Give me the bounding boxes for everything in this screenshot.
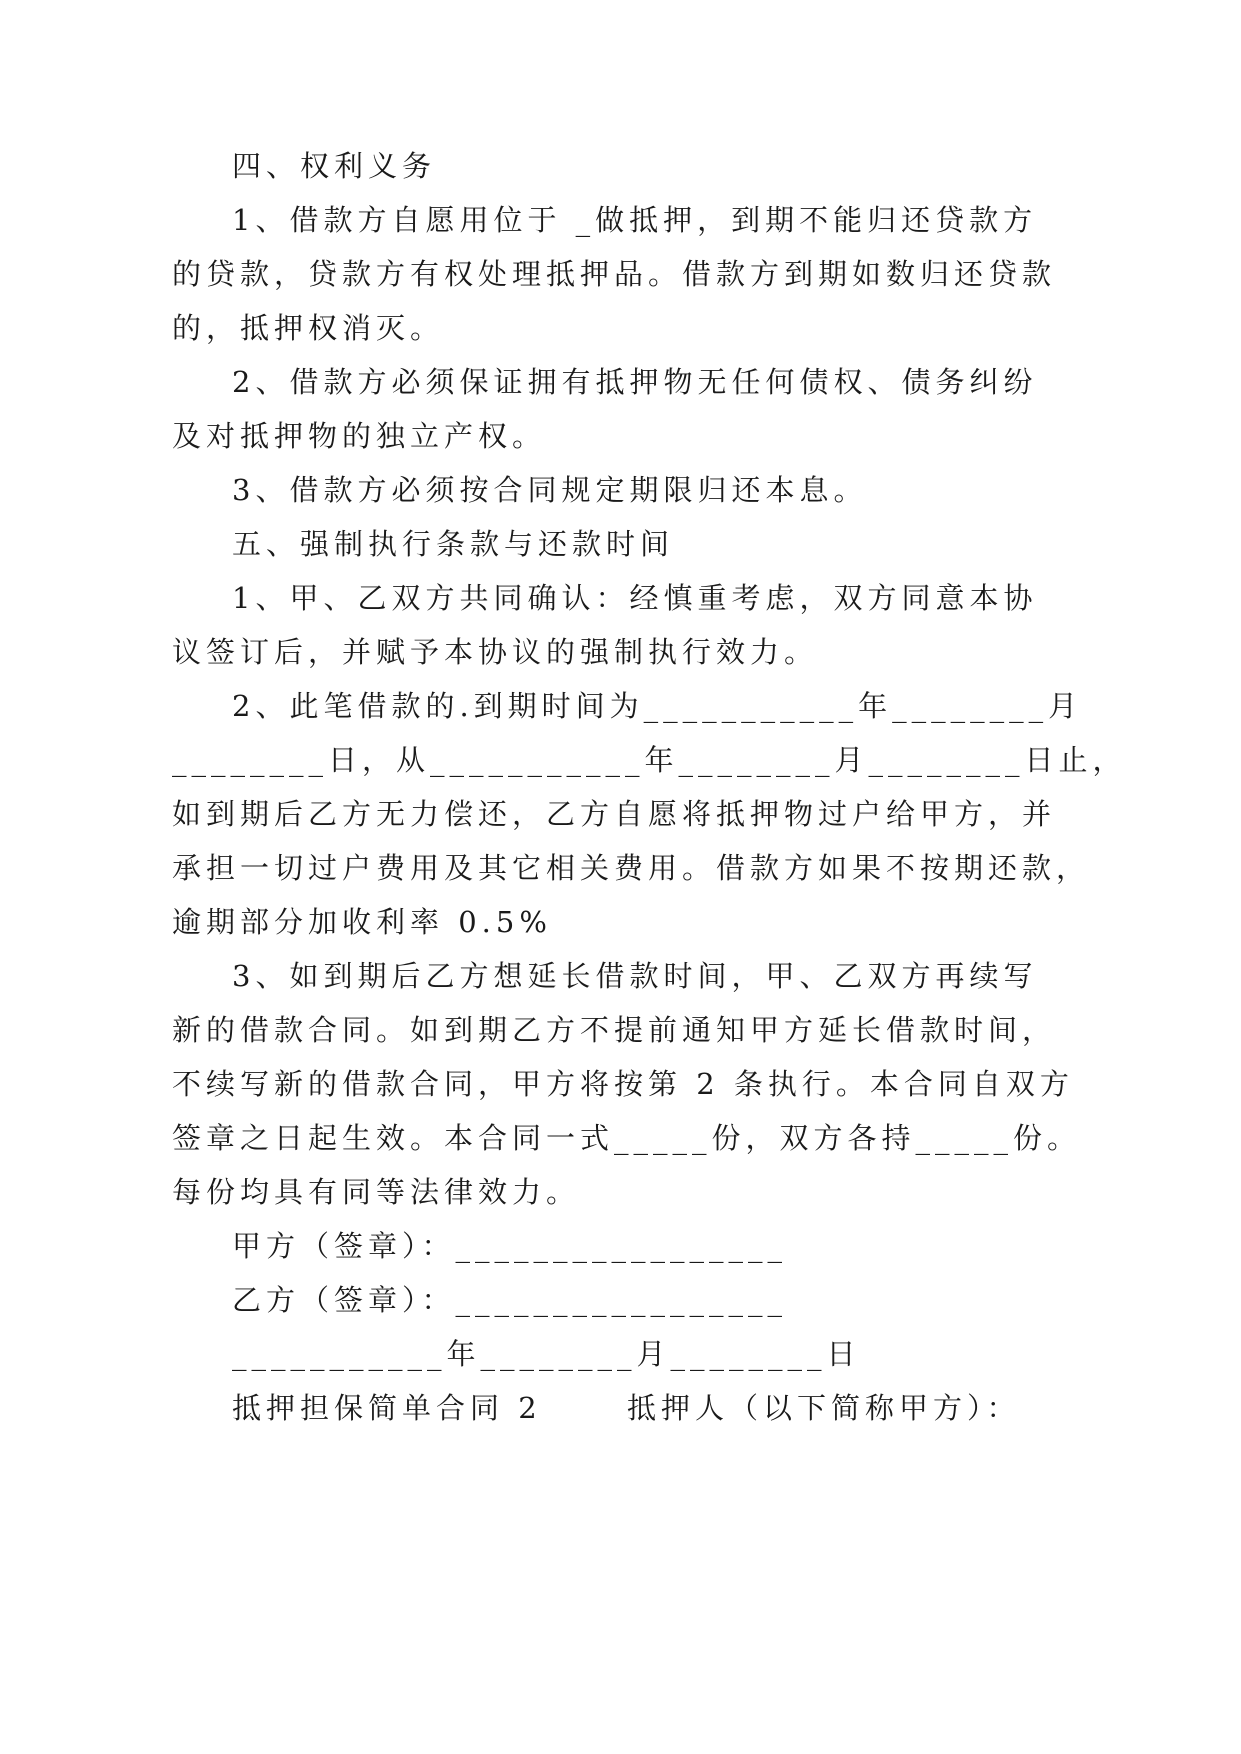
paragraph-line: 签章之日起生效。本合同一式_____份，双方各持_____份。 [172, 1121, 1082, 1155]
paragraph-line: 如到期后乙方无力偿还，乙方自愿将抵押物过户给甲方，并 [172, 797, 1057, 831]
paragraph-line: 1、借款方自愿用位于 _做抵押，到期不能归还贷款方 [232, 203, 1038, 237]
paragraph-line: 3、如到期后乙方想延长借款时间，甲、乙双方再续写 [232, 959, 1038, 993]
paragraph-line: ________日，从___________年________月________日止， [172, 743, 1127, 777]
paragraph-line: 1、甲、乙双方共同确认：经慎重考虑，双方同意本协 [232, 581, 1038, 615]
paragraph-line: 新的借款合同。如到期乙方不提前通知甲方延长借款时间， [172, 1013, 1057, 1047]
paragraph-line: 的，抵押权消灭。 [172, 311, 445, 345]
paragraph-line: 2、此笔借款的.到期时间为___________年________月 [232, 689, 1083, 723]
next-contract-heading: 抵押担保简单合同 2 抵押人（以下简称甲方）： [232, 1391, 1021, 1425]
paragraph-line: 的贷款，贷款方有权处理抵押品。借款方到期如数归还贷款 [172, 257, 1057, 291]
paragraph-line: 及对抵押物的独立产权。 [172, 419, 547, 453]
party-b-signature-line: 乙方（签章）：_________________ [232, 1283, 788, 1317]
paragraph-line: 议签订后，并赋予本协议的强制执行效力。 [172, 635, 819, 669]
section-heading-enforcement: 五、强制执行条款与还款时间 [232, 527, 675, 561]
section-heading-rights-obligations: 四、权利义务 [232, 149, 437, 183]
paragraph-line: 逾期部分加收利率 0.5% [172, 905, 552, 939]
paragraph-line: 3、借款方必须按合同规定期限归还本息。 [232, 473, 868, 507]
paragraph-line: 2、借款方必须保证拥有抵押物无任何债权、债务纠纷 [232, 365, 1038, 399]
paragraph-line: 不续写新的借款合同，甲方将按第 2 条执行。本合同自双方 [172, 1067, 1074, 1101]
paragraph-line: 每份均具有同等法律效力。 [172, 1175, 581, 1209]
party-a-signature-line: 甲方（签章）：_________________ [232, 1229, 788, 1263]
paragraph-line: 承担一切过户费用及其它相关费用。借款方如果不按期还款， [172, 851, 1091, 885]
signature-date-line: ___________年________月________日 [232, 1337, 861, 1371]
